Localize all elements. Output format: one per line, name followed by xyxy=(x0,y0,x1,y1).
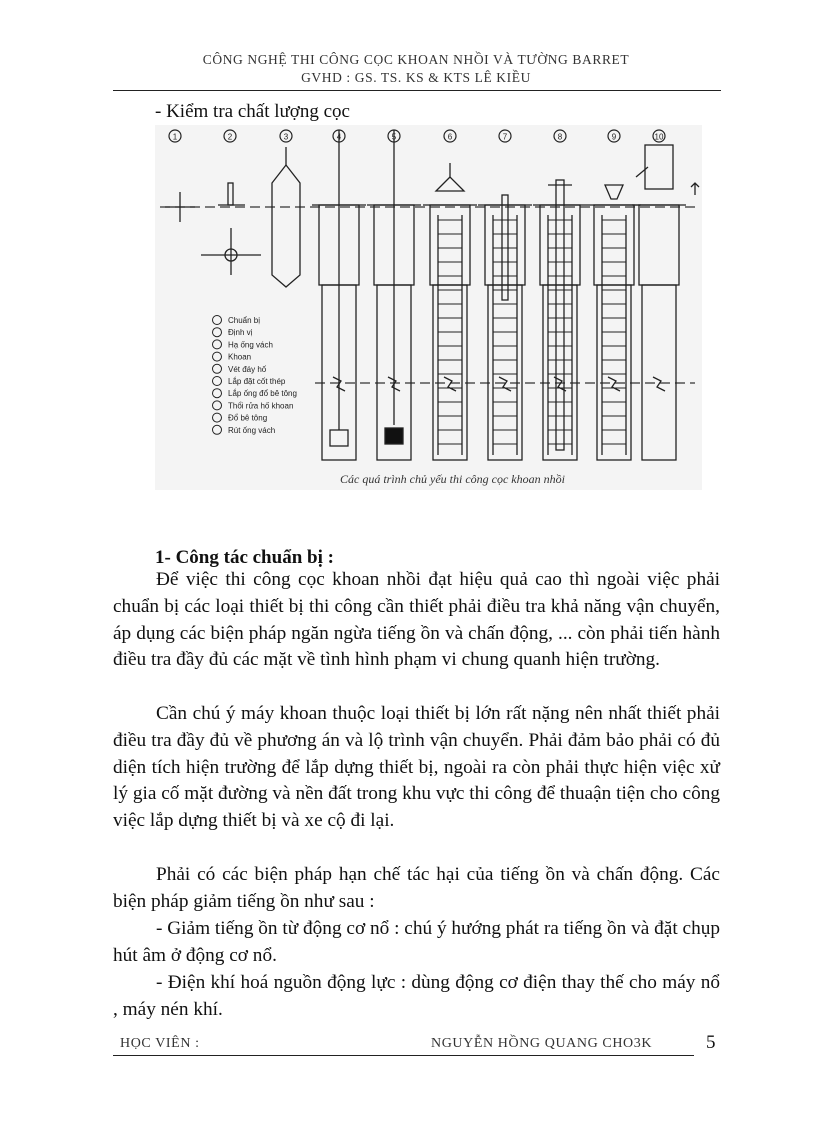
step-number-3 xyxy=(280,130,292,142)
legend-item xyxy=(213,352,252,362)
step-number-1 xyxy=(169,130,181,142)
pile-step-8 xyxy=(533,180,587,460)
legend-item xyxy=(213,316,261,326)
legend-item xyxy=(213,389,297,399)
svg-text:8: 8 xyxy=(557,132,563,142)
legend-item xyxy=(213,413,268,423)
step-number-7 xyxy=(499,130,511,142)
legend-item xyxy=(213,340,273,350)
subheading: - Kiểm tra chất lượng cọc xyxy=(155,101,350,122)
page-number: 5 xyxy=(706,1032,716,1053)
header-title: CÔNG NGHỆ THI CÔNG CỌC KHOAN NHỒI VÀ TƯỜNG BARRET xyxy=(202,52,630,67)
paragraph-1: Để việc thi công cọc khoan nhồi đạt hiệu quả cao thì ngoài việc phải chuẩn bị các loại thiết bị thi công cần thiết phải điều tra khả năng vận chuyển, áp dụng các biện pháp ngăn ngừa tiếng ồn và chấn động, ... còn phải tiến hành điều tra đầy đủ các mặt về tình hình phạm vi chung quanh hiện trường. xyxy=(113,569,720,671)
svg-text:Thổi rửa hố khoan: Thổi rửa hố khoan xyxy=(228,401,294,411)
footer-student-name: NGUYỄN HỒNG QUANG CHO3K xyxy=(431,1036,653,1051)
svg-text:5: 5 xyxy=(391,132,397,142)
svg-text:Hạ ống vách: Hạ ống vách xyxy=(228,340,273,350)
pile-step-10 xyxy=(632,145,699,460)
header-rule xyxy=(113,90,721,91)
pile-step-7 xyxy=(478,195,532,460)
svg-text:7: 7 xyxy=(502,132,508,142)
step-number-10 xyxy=(653,130,665,142)
legend-item xyxy=(213,425,276,435)
figure-caption: Các quá trình chủ yếu thi công cọc khoan nhồi xyxy=(340,472,565,486)
svg-text:2: 2 xyxy=(227,132,233,142)
svg-text:Lắp đặt cốt thép: Lắp đặt cốt thép xyxy=(228,377,286,386)
step1-crosshair xyxy=(165,192,195,222)
svg-text:Lắp ống đổ bê tông: Lắp ống đổ bê tông xyxy=(228,389,297,399)
svg-text:9: 9 xyxy=(611,132,617,142)
step2-positioning xyxy=(201,183,261,275)
paragraph-5: - Điện khí hoá nguồn động lực : dùng động cơ điện thay thế cho máy nổ , máy nén khí. xyxy=(113,972,720,1020)
svg-text:Chuẩn bị: Chuẩn bị xyxy=(228,316,261,325)
legend-item xyxy=(213,328,253,338)
svg-text:6: 6 xyxy=(447,132,453,142)
pile-step-5 xyxy=(367,130,421,460)
construction-figure xyxy=(155,125,702,490)
svg-text:Định vị: Định vị xyxy=(228,328,253,338)
svg-text:Đổ bê tông: Đổ bê tông xyxy=(228,413,268,423)
step-number-2 xyxy=(224,130,236,142)
svg-text:Khoan: Khoan xyxy=(228,352,252,362)
svg-text:4: 4 xyxy=(336,132,342,142)
svg-text:Rút ống vách: Rút ống vách xyxy=(228,425,276,435)
paragraph-2: Cần chú ý máy khoan thuộc loại thiết bị lớn rất nặng nên nhất thiết phải điều tra đầy đủ về phương án và lộ trình vận chuyển. Phải đảm bảo phải có đủ diện tích hiện trường để lắp dựng thiết bị, ngoài ra còn phải thực hiện việc xử lý gia cố mặt đường và nền đất trong khu vực thi công để thuaận tiện cho công việc lắp dựng thiết bị và xe cộ đi lại. xyxy=(113,703,720,832)
pile-step-4 xyxy=(312,130,366,460)
paragraph-4: - Giảm tiếng ồn từ động cơ nổ : chú ý hướng phát ra tiếng ồn và đặt chụp hút âm ở động cơ nổ. xyxy=(113,918,720,966)
legend-item xyxy=(213,401,294,411)
header-advisor: GVHD : GS. TS. KS & KTS LÊ KIỀU xyxy=(301,70,531,85)
step-number-6 xyxy=(444,130,456,142)
paragraph-3: Phải có các biện pháp hạn chế tác hại của tiếng ồn và chấn động. Các biện pháp giảm tiếng ồn như sau : xyxy=(113,864,720,912)
footer-rule xyxy=(113,1055,694,1056)
svg-text:1: 1 xyxy=(172,132,178,142)
footer-student-label: HỌC VIÊN : xyxy=(120,1036,200,1051)
step-number-9 xyxy=(608,130,620,142)
legend-item xyxy=(213,377,286,387)
step3-casing xyxy=(272,147,300,287)
svg-text:10: 10 xyxy=(654,132,664,142)
section-title: 1- Công tác chuẩn bị : xyxy=(155,547,334,568)
step-number-8 xyxy=(554,130,566,142)
svg-text:3: 3 xyxy=(283,132,289,142)
legend-item xyxy=(213,364,267,374)
svg-text:Vét đáy hố: Vét đáy hố xyxy=(228,364,267,374)
